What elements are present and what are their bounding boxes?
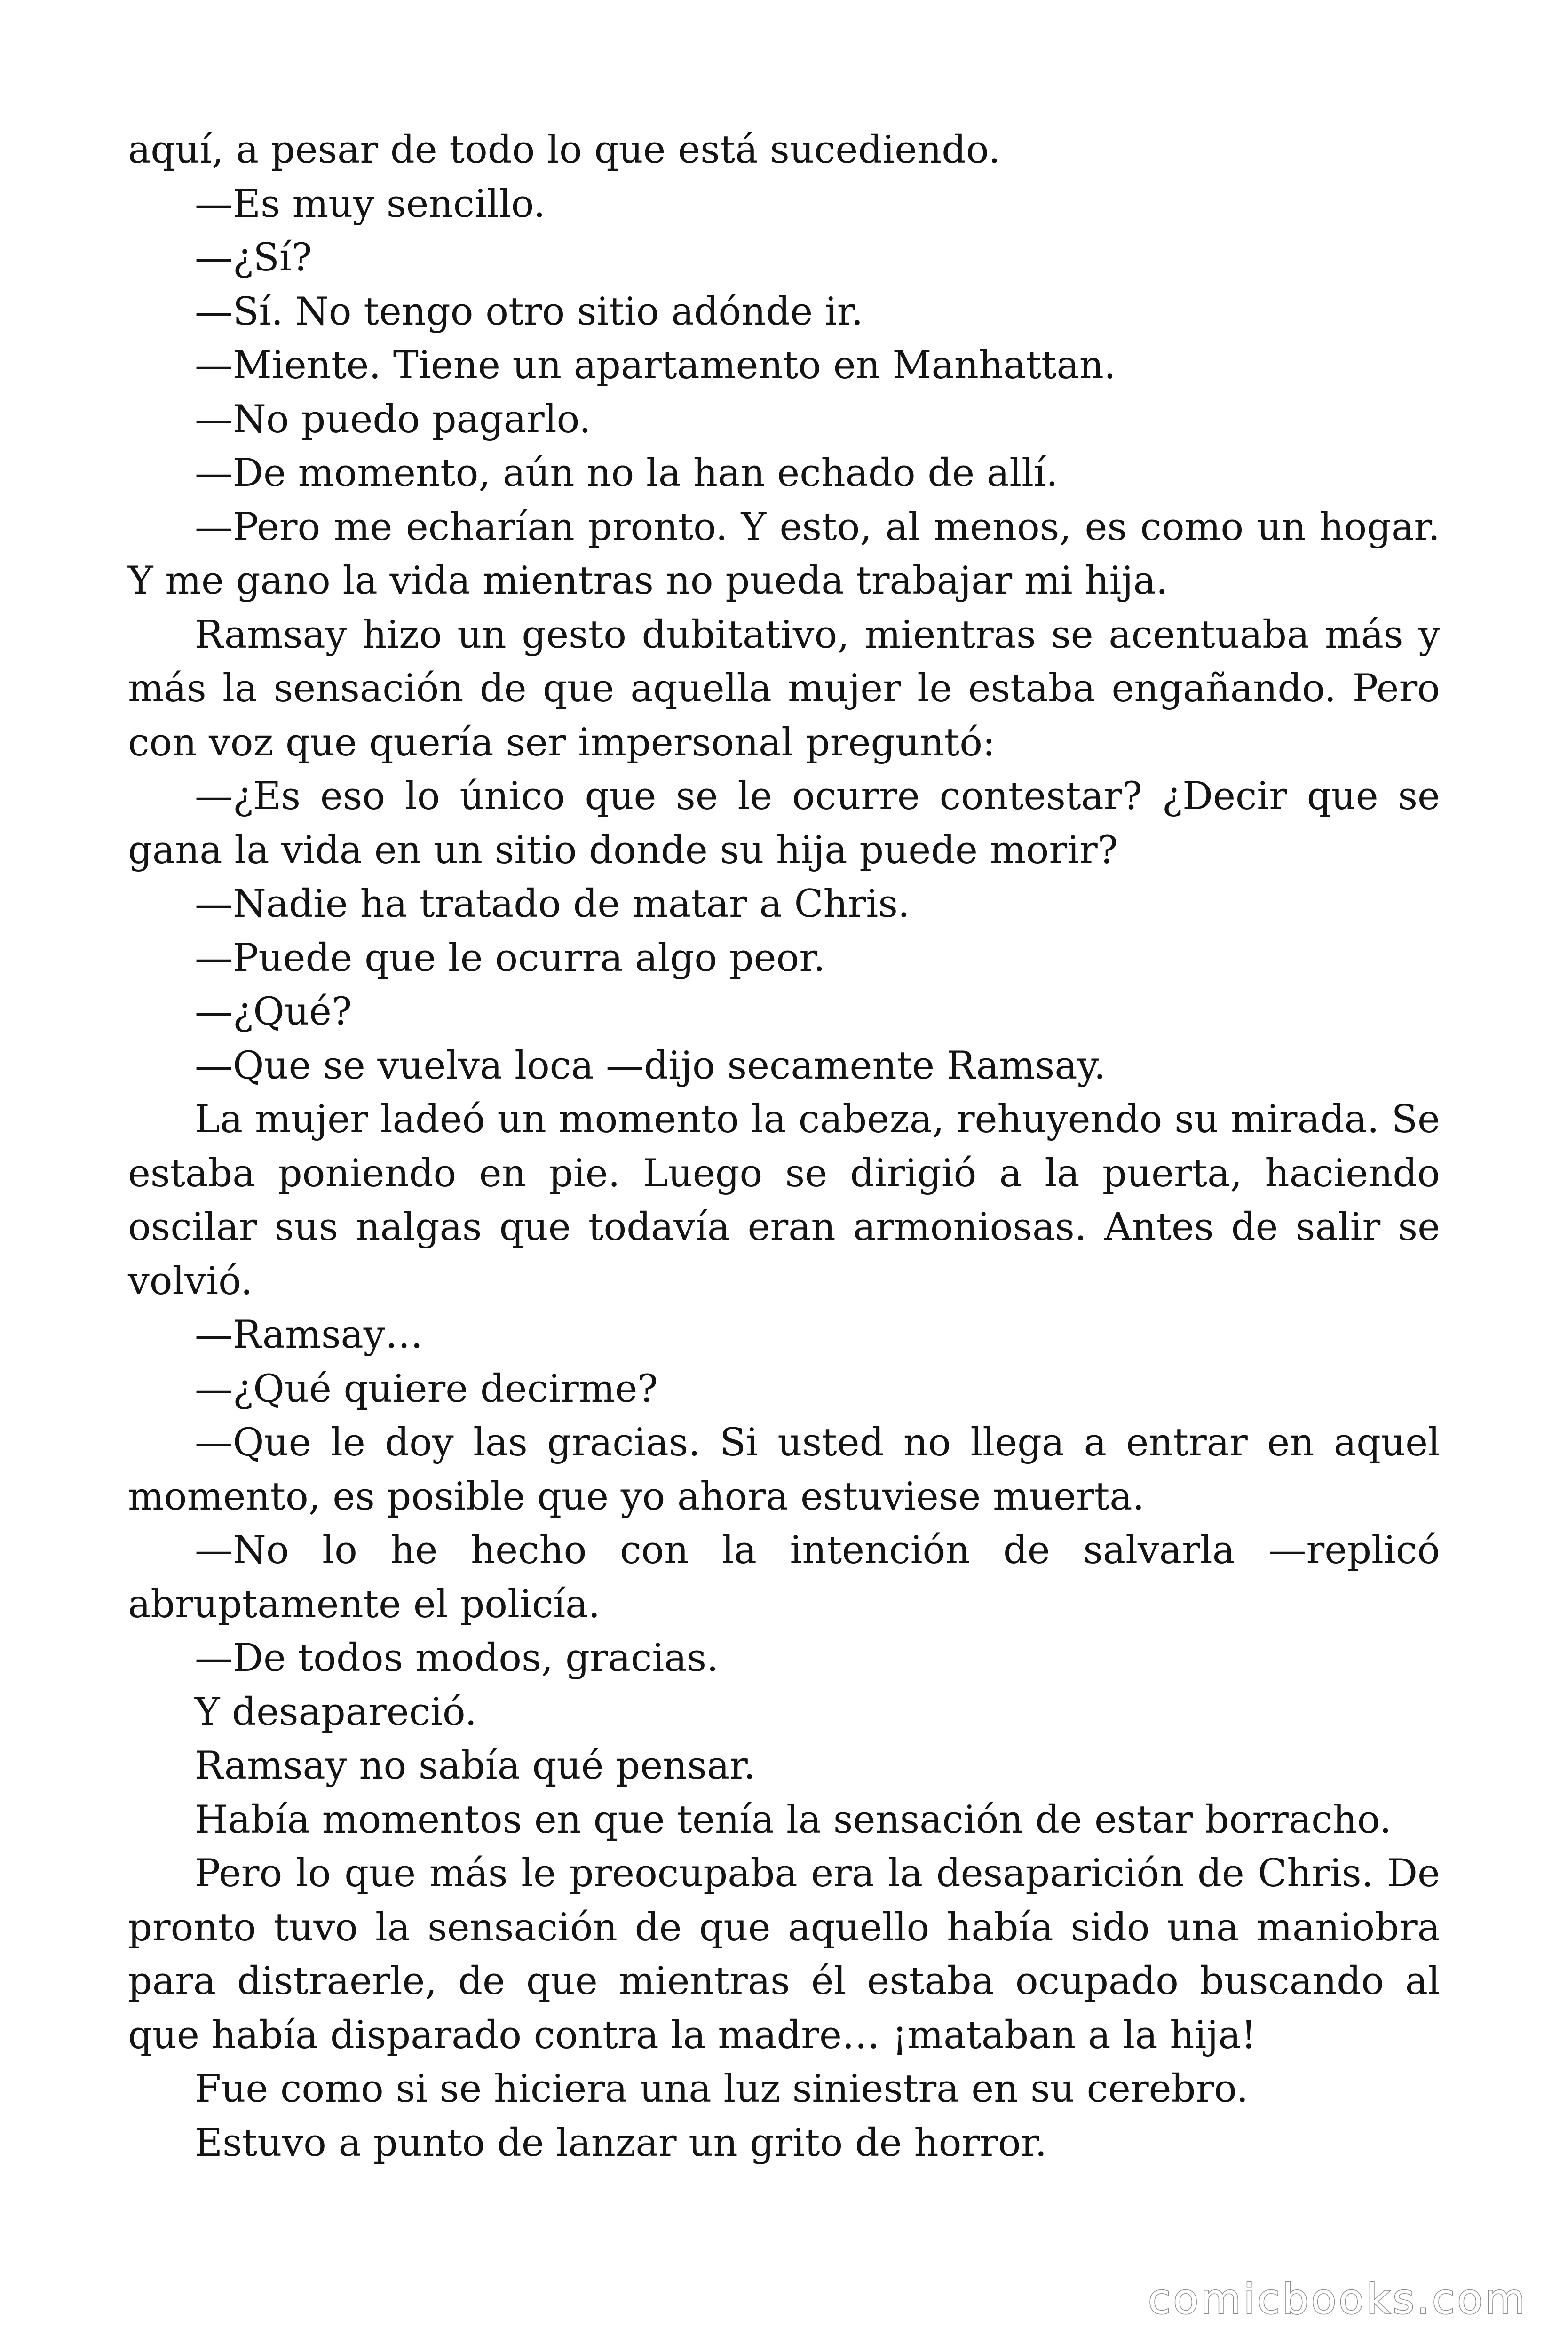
paragraph: Había momentos en que tenía la sensación de estar borracho.	[195, 1797, 1392, 1842]
paragraph: —Pero me echarían pronto. Y esto, al menos, es como un hogar. Y me gano la vida mientras no pueda trabajar mi hija.	[128, 505, 1440, 603]
paragraph: Fue como si se hiciera una luz siniestra en su cerebro.	[195, 2067, 1249, 2111]
paragraph: —¿Qué quiere decirme?	[195, 1367, 658, 1411]
paragraph: —No lo he hecho con la intención de salvarla —replicó abruptamente el policía.	[128, 1528, 1440, 1627]
paragraph: —Sí. No tengo otro sitio adónde ir.	[195, 289, 863, 334]
paragraph: —¿Es eso lo único que se le ocurre contestar? ¿Decir que se gana la vida en un sitio donde su hija puede morir?	[128, 774, 1440, 873]
paragraph: Ramsay no sabía qué pensar.	[195, 1744, 756, 1788]
paragraph: Pero lo que más le preocupaba era la desaparición de Chris. De pronto tuvo la sensación de que aquello había sido una maniobra para distraerle, de que mientras él estaba ocupado buscando al que había disparado contra la madre… ¡mataban a la hija!	[128, 1851, 1440, 2058]
watermark-logo: comicbooks.com	[1148, 2275, 1528, 2323]
paragraph: Ramsay hizo un gesto dubitativo, mientras se acentuaba más y más la sensación de que aquella mujer le estaba engañando. Pero con voz que quería ser impersonal preguntó:	[128, 612, 1440, 765]
paragraph: —Nadie ha tratado de matar a Chris.	[195, 882, 910, 926]
paragraph: —Que le doy las gracias. Si usted no llega a entrar en aquel momento, es posible que yo ahora estuviese muerta.	[128, 1421, 1440, 1519]
paragraph: —De todos modos, gracias.	[195, 1636, 719, 1680]
page-body-text	[128, 123, 1440, 2170]
paragraph: Estuvo a punto de lanzar un grito de horror.	[195, 2121, 1047, 2165]
paragraph: —¿Sí?	[195, 236, 312, 280]
paragraph: Y desapareció.	[195, 1690, 477, 1734]
paragraph: —Puede que le ocurra algo peor.	[195, 936, 825, 980]
paragraph: —Que se vuelva loca —dijo secamente Ramsay.	[195, 1043, 1106, 1088]
paragraph: —¿Qué?	[195, 990, 352, 1034]
paragraph: —Es muy sencillo.	[195, 182, 546, 226]
paragraph: —Miente. Tiene un apartamento en Manhattan.	[195, 343, 1116, 388]
paragraph: —Ramsay…	[195, 1313, 423, 1357]
paragraph: —De momento, aún no la han echado de allí.	[195, 451, 1058, 495]
paragraph: aquí, a pesar de todo lo que está sucediendo.	[128, 128, 1001, 172]
paragraph: La mujer ladeó un momento la cabeza, rehuyendo su mirada. Se estaba poniendo en pie. Luego se dirigió a la puerta, haciendo oscilar sus nalgas que todavía eran armoniosas. Antes de salir se volvió.	[128, 1097, 1440, 1303]
paragraph: —No puedo pagarlo.	[195, 397, 591, 442]
